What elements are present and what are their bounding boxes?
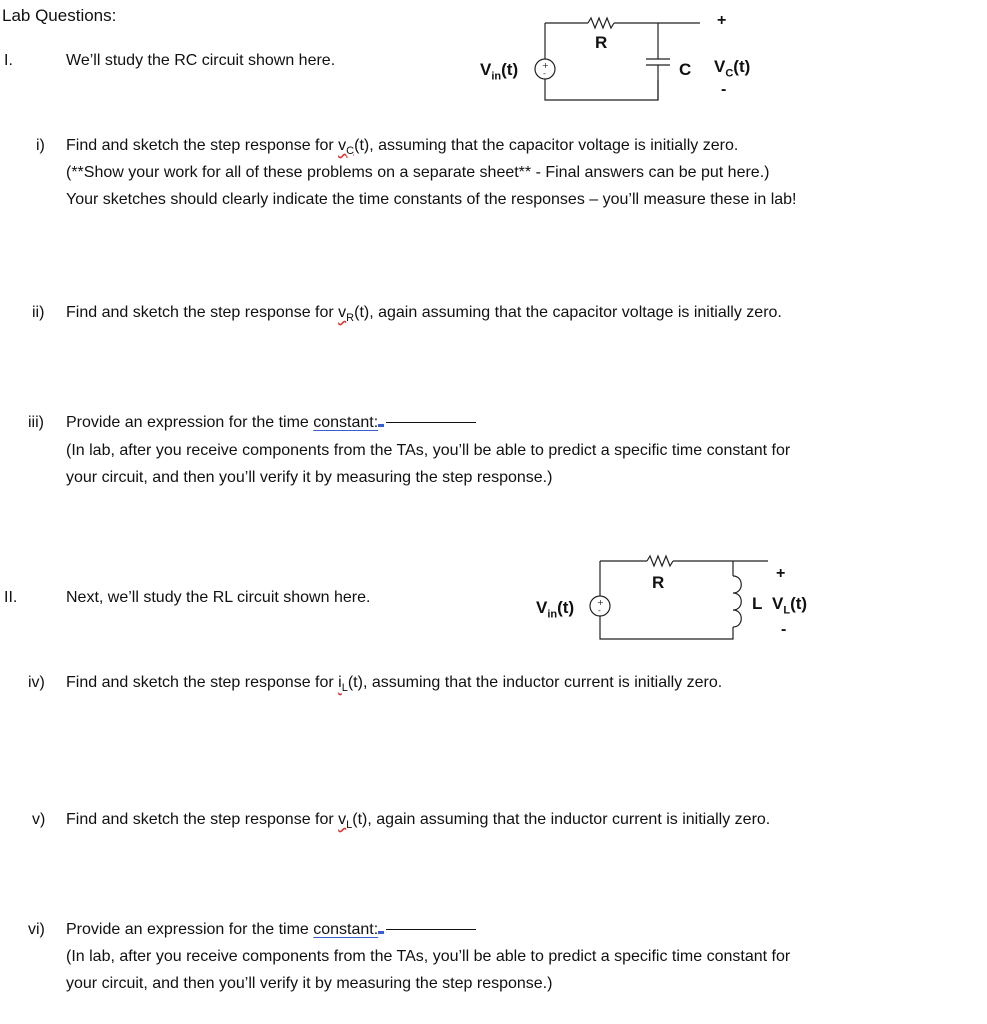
plus-sign: + [776, 565, 786, 582]
section-intro: Next, we’ll study the RL circuit shown here. [66, 589, 371, 606]
question-text: (In lab, after you receive components from the TAs, you’ll be able to predict a specific time constant for [66, 442, 791, 459]
vin-label: $V_{in}(t)$ [536, 598, 575, 621]
plus-sign: + [717, 12, 727, 29]
vin-label: $V_{in}(t)$ [480, 60, 519, 83]
section-intro: We’ll study the RC circuit shown here. [66, 52, 336, 69]
page-title: Lab Questions: [2, 6, 117, 25]
section-numeral: II. [4, 589, 18, 606]
question-number: ii) [32, 304, 45, 321]
rc-circuit-diagram [470, 8, 790, 103]
minus-sign: - [781, 621, 787, 638]
inductor-symbol [733, 576, 741, 627]
svg-text:+: + [542, 61, 549, 70]
question-text: Find and sketch the step response for $i_L(t)$, assuming that the inductor current is initially zero. [66, 674, 723, 695]
question-text: Your sketches should clearly indicate the time constants of the responses – you’ll measure these in lab! [66, 191, 797, 208]
resistor-symbol [588, 18, 614, 28]
question-text: Provide an expression for the time constant: [66, 920, 476, 940]
answer-blank [386, 929, 476, 930]
question-number: vi) [28, 921, 45, 938]
resistor-symbol [647, 556, 673, 566]
svg-text:+: + [597, 598, 604, 607]
inductor-label: L [752, 594, 763, 613]
question-number: iv) [28, 674, 45, 691]
question-text: Find and sketch the step response for $v_R(t)$, again assuming that the capacitor voltage is initially zero. [66, 304, 782, 325]
minus-sign: - [721, 81, 727, 98]
resistor-label: R [652, 573, 665, 592]
vl-label: $V_L(t)$ [772, 594, 808, 617]
question-text: your circuit, and then you’ll verify it by measuring the step response.) [66, 469, 553, 486]
vc-label: $V_C(t)$ [714, 57, 751, 80]
question-text: Find and sketch the step response for $v_L(t)$, again assuming that the inductor current is initially zero. [66, 811, 771, 832]
capacitor-label: C [679, 60, 692, 79]
question-text: Provide an expression for the time constant: [66, 413, 476, 433]
question-number: i) [36, 137, 45, 154]
question-text: Find and sketch the step response for $v_C(t)$, assuming that the capacitor voltage is initially zero. [66, 137, 739, 158]
svg-text:-: - [598, 606, 601, 615]
section-numeral: I. [4, 52, 13, 69]
question-text: (In lab, after you receive components from the TAs, you’ll be able to predict a specific time constant for [66, 948, 791, 965]
question-text: your circuit, and then you’ll verify it by measuring the step response.) [66, 975, 553, 992]
question-number: iii) [28, 414, 44, 431]
resistor-label: R [595, 33, 608, 52]
answer-blank [386, 422, 476, 423]
question-number: v) [32, 811, 46, 828]
question-text: (**Show your work for all of these problems on a separate sheet** - Final answers can be put here.) [66, 164, 770, 181]
svg-text:-: - [543, 69, 546, 78]
